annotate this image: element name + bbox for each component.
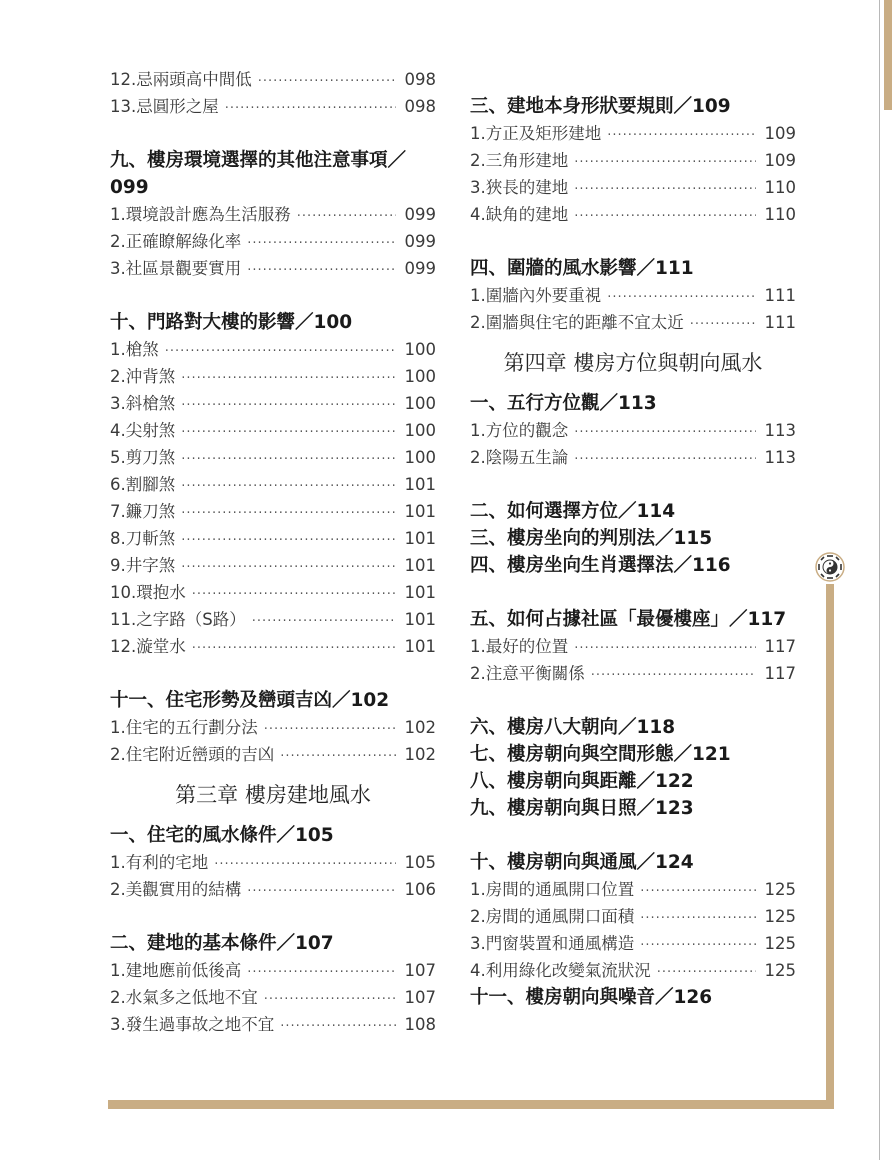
spacer: [470, 687, 796, 714]
toc-entry-title: 6.割腳煞: [110, 475, 176, 494]
decorative-frame-right: [826, 584, 834, 1108]
dot-leader: [280, 1013, 396, 1040]
toc-page-number: 099: [404, 259, 436, 278]
toc-entry-title: 1.方位的觀念: [470, 421, 569, 440]
toc-entry-title: 2.美觀實用的結構: [110, 880, 242, 899]
spacer: [110, 120, 436, 147]
toc-page-number: 099: [404, 232, 436, 251]
dot-leader: [247, 230, 396, 257]
toc-entry-title: 5.剪刀煞: [110, 448, 176, 467]
toc-entry: [470, 120, 796, 147]
toc-page-number: 113: [764, 448, 796, 467]
dot-leader: [181, 500, 396, 527]
toc-section-heading: 七、樓房朝向與空間形態／121: [470, 744, 731, 765]
dot-leader: [165, 338, 396, 365]
toc-entry-title: 2.注意平衡關係: [470, 664, 585, 683]
dot-leader: [252, 608, 396, 635]
toc-section-heading: 一、住宅的風水條件／105: [110, 825, 334, 846]
toc-entry-title: 3.發生過事故之地不宜: [110, 1015, 275, 1034]
dot-leader: [280, 743, 396, 770]
dot-leader: [657, 959, 756, 986]
dot-leader: [247, 878, 396, 905]
toc-entry: [470, 903, 796, 930]
toc-entry-title: 7.鐮刀煞: [110, 502, 176, 521]
dot-leader: [591, 662, 756, 689]
toc-page-number: 101: [404, 475, 436, 494]
dot-leader: [192, 635, 396, 662]
dot-leader: [214, 851, 396, 878]
toc-entry-title: 2.圍牆與住宅的距離不宜太近: [470, 313, 684, 332]
toc-page-number: 113: [764, 421, 796, 440]
toc-entry: [110, 498, 436, 525]
toc-page-number: 108: [404, 1015, 436, 1034]
toc-entry: [110, 525, 436, 552]
toc-entry: [110, 1011, 436, 1038]
spacer: [470, 471, 796, 498]
toc-page-number: 101: [404, 529, 436, 548]
toc-entry-title: 12.忌兩頭高中間低: [110, 70, 252, 89]
toc-page-number: 100: [404, 448, 436, 467]
toc-section-heading: 十一、住宅形勢及巒頭吉凶／102: [110, 690, 390, 711]
toc-left-column: [110, 66, 436, 1038]
toc-page-number: 100: [404, 421, 436, 440]
page-edge-line: [879, 0, 880, 1160]
toc-page-number: 101: [404, 610, 436, 629]
dot-leader: [297, 203, 396, 230]
toc-section-heading: 八、樓房朝向與距離／122: [470, 771, 694, 792]
toc-entry: [110, 579, 436, 606]
toc-entry-title: 4.缺角的建地: [470, 205, 569, 224]
toc-entry-title: 1.環境設計應為生活服務: [110, 205, 291, 224]
dot-leader: [574, 203, 756, 230]
dot-leader: [181, 527, 396, 554]
toc-entry: [110, 957, 436, 984]
spacer: [110, 282, 436, 309]
toc-entry: [470, 417, 796, 444]
toc-page-number: 110: [764, 178, 796, 197]
toc-entry: [110, 552, 436, 579]
toc-entry-title: 3.社區景觀要實用: [110, 259, 242, 278]
toc-page-number: 111: [764, 313, 796, 332]
toc-page-number: 098: [404, 97, 436, 116]
dot-leader: [181, 554, 396, 581]
dot-leader: [574, 149, 756, 176]
toc-entry-title: 1.方正及矩形建地: [470, 124, 602, 143]
toc-entry-title: 1.槍煞: [110, 340, 159, 359]
toc-entry: [110, 93, 436, 120]
toc-section-heading: 五、如何占據社區「最優樓座」／117: [470, 609, 787, 630]
toc-page-number: 100: [404, 367, 436, 386]
toc-page-number: 100: [404, 394, 436, 413]
toc-entry: [470, 444, 796, 471]
toc-entry-title: 4.尖射煞: [110, 421, 176, 440]
toc-page-number: 101: [404, 502, 436, 521]
chapter-title: 第三章 樓房建地風水: [175, 783, 371, 807]
toc-entry: [110, 606, 436, 633]
toc-section-heading: 四、樓房坐向生肖選擇法／116: [470, 555, 731, 576]
toc-entry: [110, 633, 436, 660]
toc-page-number: 125: [764, 961, 796, 980]
toc-entry: [110, 66, 436, 93]
toc-page-number: 117: [764, 664, 796, 683]
toc-entry: [110, 390, 436, 417]
toc-page-number: 109: [764, 151, 796, 170]
toc-section-heading: 三、建地本身形狀要規則／109: [470, 96, 731, 117]
dot-leader: [181, 473, 396, 500]
toc-entry-title: 10.環抱水: [110, 583, 186, 602]
dot-leader: [247, 257, 396, 284]
dot-leader: [192, 581, 396, 608]
toc-right-column: [470, 66, 796, 1011]
toc-entry-title: 4.利用綠化改變氣流狀況: [470, 961, 651, 980]
toc-page-number: 102: [404, 745, 436, 764]
toc-entry: [470, 930, 796, 957]
toc-entry-title: 2.三角形建地: [470, 151, 569, 170]
toc-section-heading: 四、圍牆的風水影響／111: [470, 258, 694, 279]
toc-page-number: 101: [404, 637, 436, 656]
toc-entry: [110, 741, 436, 768]
toc-entry: [470, 201, 796, 228]
toc-page-number: 107: [404, 988, 436, 1007]
toc-page-number: 099: [404, 205, 436, 224]
toc-section-heading: 九、樓房朝向與日照／123: [470, 798, 694, 819]
toc-section-heading: 十、門路對大樓的影響／100: [110, 312, 353, 333]
toc-entry-title: 2.房間的通風開口面積: [470, 907, 635, 926]
toc-section-heading: 二、建地的基本條件／107: [110, 933, 334, 954]
toc-entry-title: 13.忌圓形之屋: [110, 97, 219, 116]
toc-entry: [470, 660, 796, 687]
toc-page-number: 098: [404, 70, 436, 89]
toc-page-number: 107: [404, 961, 436, 980]
toc-section-heading: 二、如何選擇方位／114: [470, 501, 676, 522]
spacer: [470, 579, 796, 606]
toc-page-number: 101: [404, 556, 436, 575]
dot-leader: [607, 284, 756, 311]
toc-page-number: 125: [764, 907, 796, 926]
toc-page-number: 125: [764, 880, 796, 899]
chapter-title: 第四章 樓房方位與朝向風水: [503, 351, 763, 375]
toc-entry-title: 3.門窗裝置和通風構造: [470, 934, 635, 953]
toc-entry-title: 2.住宅附近巒頭的吉凶: [110, 745, 275, 764]
toc-section-heading: 十、樓房朝向與通風／124: [470, 852, 694, 873]
dot-leader: [607, 122, 756, 149]
toc-entry: [110, 255, 436, 282]
toc-entry: [470, 957, 796, 984]
dot-leader: [574, 419, 756, 446]
toc-entry: [470, 876, 796, 903]
toc-entry-title: 1.房間的通風開口位置: [470, 880, 635, 899]
toc-entry-title: 8.刀斬煞: [110, 529, 176, 548]
dot-leader: [258, 68, 396, 95]
toc-entry: [110, 714, 436, 741]
toc-entry-title: 2.陰陽五生論: [470, 448, 569, 467]
toc-entry-title: 1.圍牆內外要重視: [470, 286, 602, 305]
toc-entry: [470, 174, 796, 201]
dot-leader: [181, 365, 396, 392]
toc-entry-title: 3.斜槍煞: [110, 394, 176, 413]
decorative-frame-bottom: [108, 1100, 834, 1109]
dot-leader: [640, 932, 756, 959]
dot-leader: [574, 446, 756, 473]
toc-entry: [110, 444, 436, 471]
taiji-bagua-icon: [815, 552, 845, 582]
toc-entry: [110, 363, 436, 390]
toc-page-number: 110: [764, 205, 796, 224]
dot-leader: [181, 446, 396, 473]
toc-page-number: 111: [764, 286, 796, 305]
toc-entry-title: 1.住宅的五行劃分法: [110, 718, 258, 737]
dot-leader: [181, 392, 396, 419]
spacer: [110, 660, 436, 687]
toc-entry-title: 11.之字路（S路）: [110, 610, 246, 629]
toc-entry-title: 2.沖背煞: [110, 367, 176, 386]
toc-entry: [110, 984, 436, 1011]
toc-entry-title: 1.最好的位置: [470, 637, 569, 656]
toc-entry-title: 2.正確瞭解綠化率: [110, 232, 242, 251]
toc-section-heading: 一、五行方位觀／113: [470, 393, 657, 414]
toc-page-number: 106: [404, 880, 436, 899]
toc-page-number: 101: [404, 583, 436, 602]
toc-entry-title: 3.狹長的建地: [470, 178, 569, 197]
toc-entry: [110, 876, 436, 903]
toc-section-heading: 三、樓房坐向的判別法／115: [470, 528, 713, 549]
toc-entry: [110, 849, 436, 876]
page-edge-accent: [884, 0, 892, 110]
toc-entry: [470, 309, 796, 336]
toc-entry: [110, 417, 436, 444]
toc-page-number: 109: [764, 124, 796, 143]
toc-entry-title: 9.井字煞: [110, 556, 176, 575]
dot-leader: [574, 176, 756, 203]
toc-entry-title: 1.建地應前低後高: [110, 961, 242, 980]
toc-entry: [110, 471, 436, 498]
toc-entry: [470, 282, 796, 309]
toc-section-heading: 十一、樓房朝向與噪音／126: [470, 987, 713, 1008]
spacer: [470, 66, 796, 93]
toc-entry-title: 2.水氣多之低地不宜: [110, 988, 258, 1007]
toc-section-heading: 六、樓房八大朝向／118: [470, 717, 676, 738]
toc-page-number: 105: [404, 853, 436, 872]
toc-entry-title: 1.有利的宅地: [110, 853, 209, 872]
dot-leader: [574, 635, 756, 662]
dot-leader: [640, 905, 756, 932]
dot-leader: [690, 311, 756, 338]
toc-entry: [110, 336, 436, 363]
toc-entry: [110, 201, 436, 228]
dot-leader: [640, 878, 756, 905]
toc-entry: [470, 147, 796, 174]
toc-section-heading: 九、樓房環境選擇的其他注意事項／099: [110, 150, 407, 198]
spacer: [470, 228, 796, 255]
dot-leader: [225, 95, 396, 122]
toc-entry-title: 12.漩堂水: [110, 637, 186, 656]
toc-page-number: 102: [404, 718, 436, 737]
toc-page-number: 100: [404, 340, 436, 359]
toc-entry: [470, 633, 796, 660]
spacer: [470, 822, 796, 849]
toc-entry: [110, 228, 436, 255]
dot-leader: [181, 419, 396, 446]
toc-page-number: 125: [764, 934, 796, 953]
dot-leader: [264, 716, 396, 743]
dot-leader: [264, 986, 396, 1013]
toc-page-number: 117: [764, 637, 796, 656]
dot-leader: [247, 959, 396, 986]
spacer: [110, 903, 436, 930]
